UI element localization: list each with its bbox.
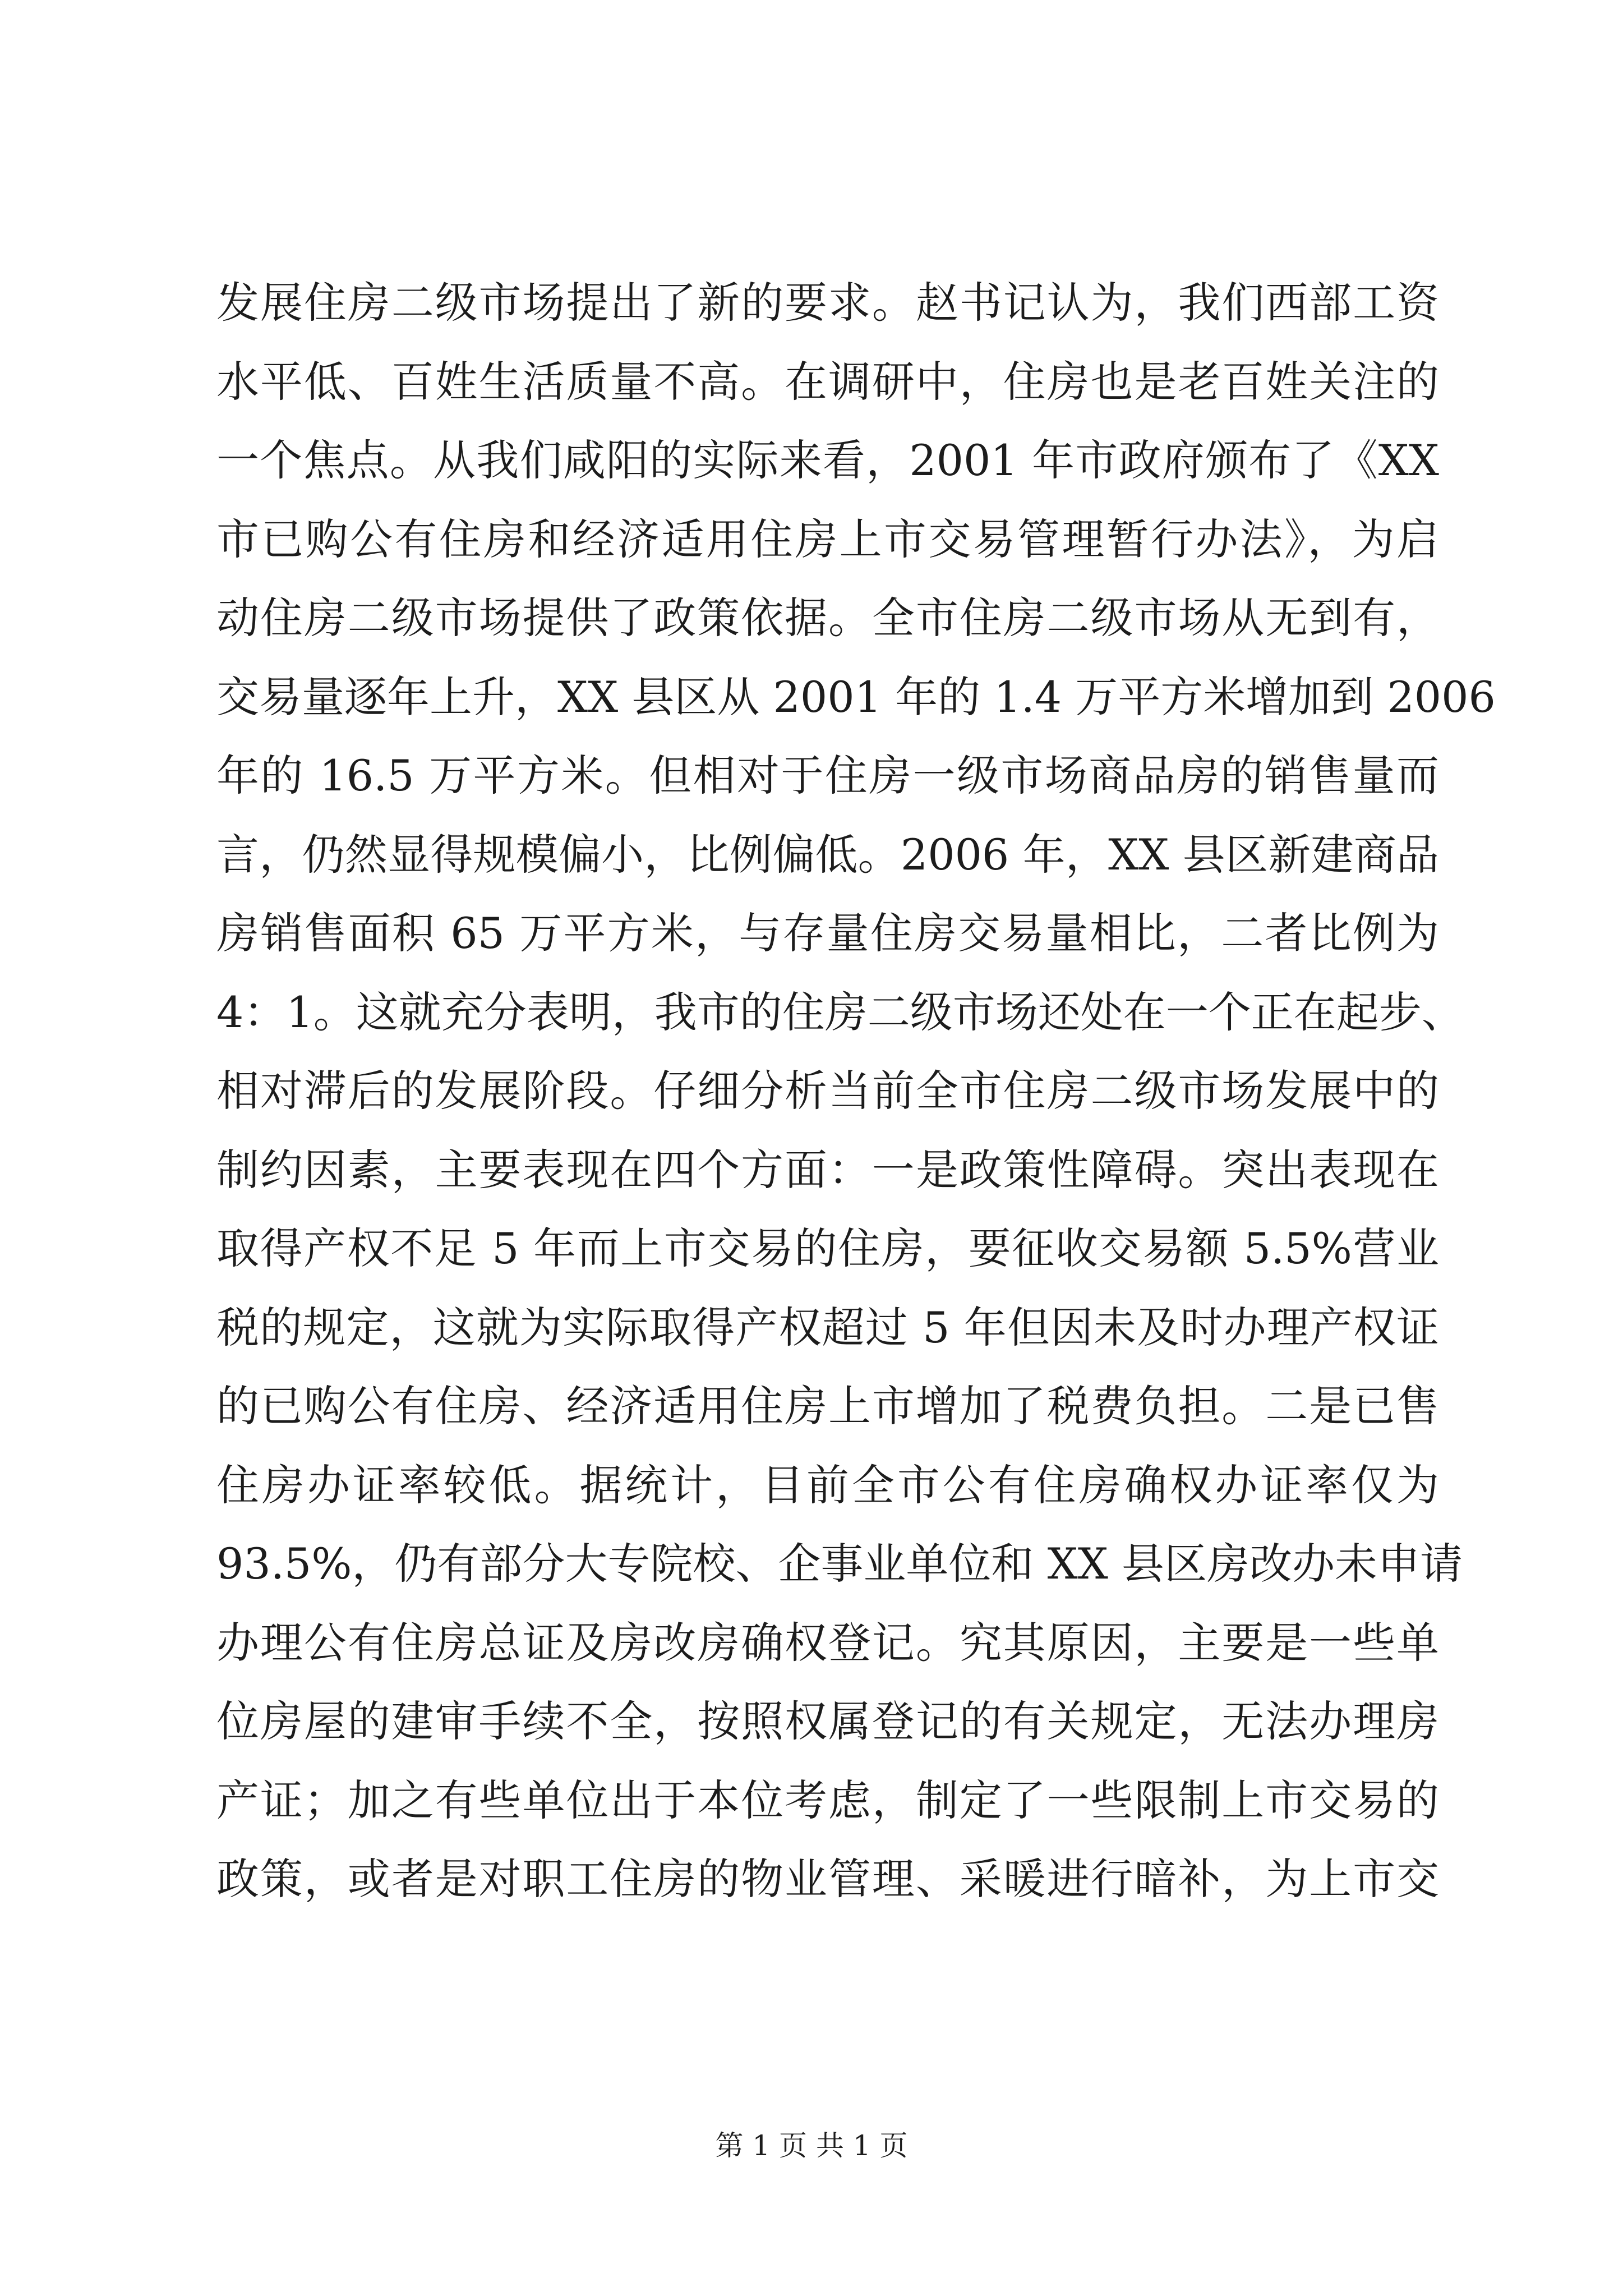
- text-line: 市已购公有住房和经济适用住房上市交易管理暂行办法》，为启: [216, 514, 1439, 564]
- text-line: 言，仍然显得规模偏小，比例偏低。2006 年，XX 县区新建商品: [216, 829, 1439, 880]
- text-line: 4：1。这就充分表明，我市的住房二级市场还处在一个正在起步、: [216, 987, 1464, 1037]
- text-line: 一个焦点。从我们咸阳的实际来看，2001 年市政府颁布了《XX: [216, 435, 1439, 485]
- text-line: 政策，或者是对职工住房的物业管理、采暖进行暗补，为上市交: [216, 1854, 1439, 1904]
- text-line: 取得产权不足 5 年而上市交易的住房，要征收交易额 5.5%营业: [216, 1223, 1439, 1273]
- text-line: 年的 16.5 万平方米。但相对于住房一级市场商品房的销售量而: [216, 751, 1439, 800]
- text-line: 发展住房二级市场提出了新的要求。赵书记认为，我们西部工资: [216, 278, 1439, 328]
- text-line: 产证；加之有些单位出于本位考虑，制定了一些限制上市交易的: [216, 1775, 1439, 1825]
- text-line: 93.5%，仍有部分大专院校、企事业单位和 XX 县区房改办未申请: [216, 1539, 1463, 1589]
- text-line: 水平低、百姓生活质量不高。在调研中，住房也是老百姓关注的: [216, 356, 1439, 407]
- text-line: 的已购公有住房、经济适用住房上市增加了税费负担。二是已售: [216, 1381, 1439, 1431]
- text-line: 交易量逐年上升，XX 县区从 2001 年的 1.4 万平方米增加到 2006: [216, 671, 1496, 722]
- text-line: 制约因素，主要表现在四个方面：一是政策性障碍。突出表现在: [216, 1144, 1439, 1195]
- text-line: 税的规定，这就为实际取得产权超过 5 年但因未及时办理产权证: [216, 1302, 1439, 1352]
- page-number-label: 第 1 页 共 1 页: [715, 2129, 908, 2162]
- text-line: 办理公有住房总证及房改房确权登记。究其原因，主要是一些单: [216, 1617, 1439, 1668]
- body-text: [216, 264, 1496, 1919]
- text-line: 动住房二级市场提供了政策依据。全市住房二级市场从无到有，: [216, 593, 1439, 643]
- text-line: 相对滞后的发展阶段。仔细分析当前全市住房二级市场发展中的: [216, 1066, 1439, 1116]
- text-line: 住房办证率较低。据统计，目前全市公有住房确权办证率仅为: [216, 1460, 1439, 1510]
- text-line: 房销售面积 65 万平方米，与存量住房交易量相比，二者比例为: [216, 908, 1439, 958]
- text-line: 位房屋的建审手续不全，按照权属登记的有关规定，无法办理房: [216, 1696, 1439, 1746]
- page-footer: [0, 2126, 1623, 2165]
